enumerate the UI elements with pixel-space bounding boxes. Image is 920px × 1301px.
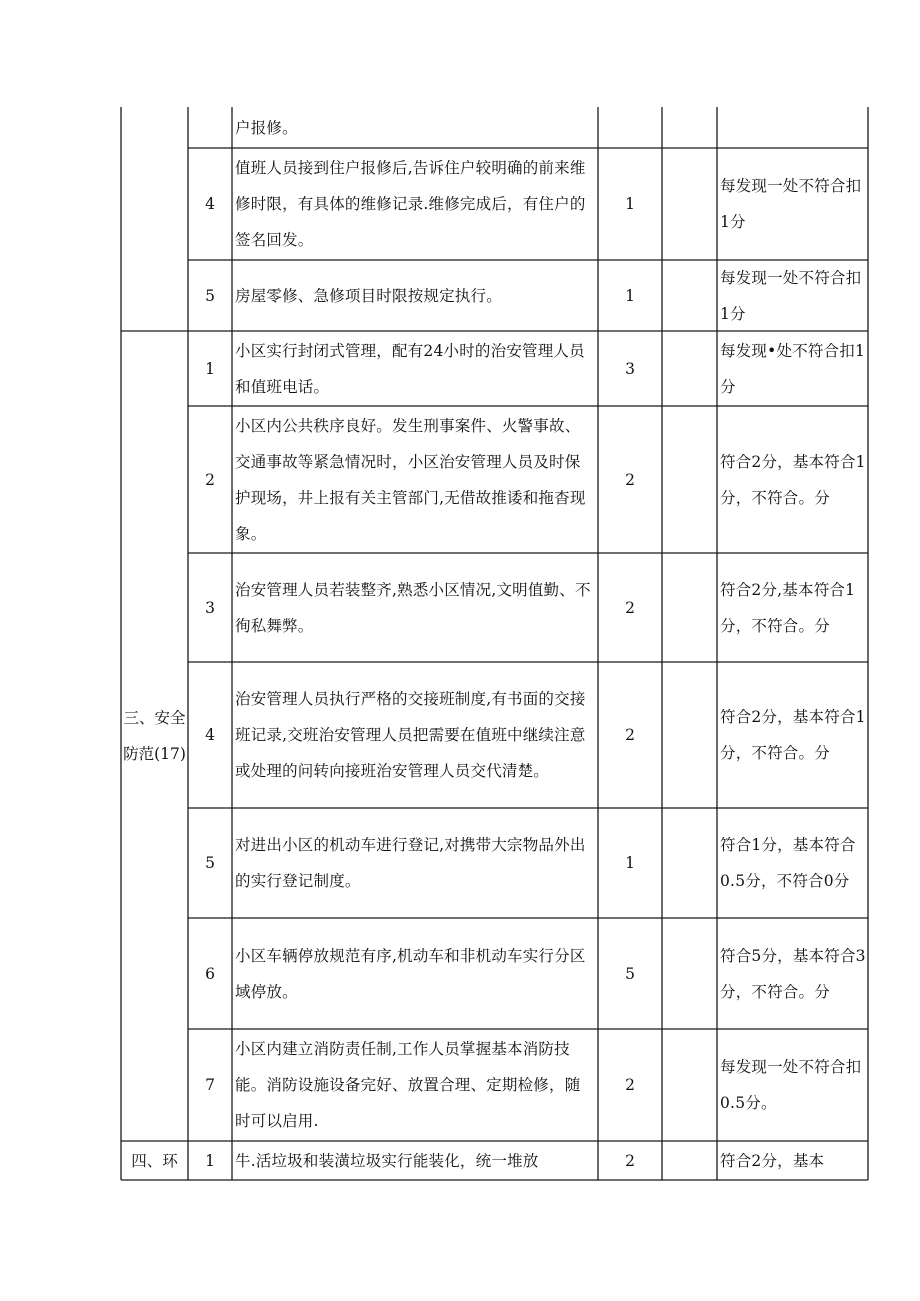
section-label-safety-text: 三、安全防范(17) — [123, 709, 186, 763]
table-row-7-criteria — [717, 808, 868, 918]
table-row-10-criteria-text: 符合2分，基本 — [720, 1151, 825, 1170]
table-row-4-content-text: 小区内公共秩序良好。发生刑事案件、火警事故、交通事故等紧急情况时，小区治安管理人员及时保护现场，井上报有关主管部门,无借故推诿和拖杳现象。 — [235, 416, 586, 543]
table-row-6-criteria-text: 符合2分，基本符合1分，不符合。分 — [720, 708, 866, 762]
table-row-1-content — [232, 148, 598, 260]
table-row-9-criteria — [717, 1029, 868, 1141]
table-row-7-score: 1 — [625, 854, 635, 872]
table-row-7-content — [232, 808, 598, 918]
table-row-6-criteria — [717, 662, 868, 808]
table-row-3-content — [232, 331, 598, 406]
table-row-9-criteria-text: 每发现一处不符合扣0.5分。 — [720, 1058, 862, 1112]
table-row-0-content — [232, 107, 598, 148]
table-row-8-content — [232, 918, 598, 1029]
table-row-6-content — [232, 662, 598, 808]
table-row-10-content-text: 牛.活垃圾和装潢垃圾实行能装化，统一堆放 — [235, 1151, 539, 1170]
table-row-6-score: 2 — [625, 726, 635, 744]
table-row-9-score: 2 — [625, 1076, 635, 1094]
table-row-10-score: 2 — [625, 1151, 635, 1170]
table-row-4-criteria — [717, 406, 868, 553]
table-row-0-content-text: 户报修。 — [235, 118, 298, 137]
table-row-7-content-text: 对进出小区的机动车进行登记,对携带大宗物品外出的实行登记制度。 — [235, 836, 586, 890]
table-row-5-content-text: 治安管理人员若装整齐,熟悉小区情况,文明值勤、不徇私舞弊。 — [235, 580, 591, 635]
table-row-1-score: 1 — [625, 195, 635, 213]
table-row-5-number: 3 — [205, 598, 215, 617]
table-row-1-number: 4 — [205, 195, 215, 213]
table-row-6-number: 4 — [205, 726, 215, 744]
table-row-10-number: 1 — [205, 1151, 215, 1170]
table-row-9-number: 7 — [205, 1076, 215, 1094]
table-row-9-content — [232, 1029, 598, 1141]
table-row-3-criteria — [717, 331, 868, 406]
table-row-6-content-text: 治安管理人员执行严格的交接班制度,有书面的交接班记录,交班治安管理人员把需要在值班中继续注意或处理的问转向接班治安管理人员交代清楚。 — [235, 690, 586, 780]
table-row-3-number: 1 — [205, 359, 215, 378]
table-row-7-number: 5 — [205, 854, 215, 872]
table-row-8-content-text: 小区车辆停放规范有序,机动车和非机动车实行分区域停放。 — [235, 946, 586, 1001]
section-label-environment: 四、环 — [131, 1151, 178, 1170]
table-row-2-content-text: 房屋零修、急修项目时限按规定执行。 — [235, 286, 502, 305]
table-row-3-criteria-text: 每发现•处不符合扣1分 — [720, 341, 866, 396]
table-row-8-criteria — [717, 918, 868, 1029]
table-row-10-content — [232, 1141, 598, 1180]
section-label-safety — [121, 331, 188, 1141]
table-row-8-score: 5 — [625, 964, 635, 983]
table-row-8-number: 6 — [205, 964, 215, 983]
table-row-4-criteria-text: 符合2分，基本符合1分，不符合。分 — [720, 452, 866, 507]
table-row-7-criteria-text: 符合1分，基本符合0.5分，不符合0分 — [720, 836, 856, 890]
table-row-1-content-text: 值班人员接到住户报修后,告诉住户较明确的前来维修时限，有具体的维修记录.维修完成后，有住户的签名回发。 — [235, 159, 586, 249]
table-row-4-score: 2 — [625, 470, 635, 489]
table-row-9-content-text: 小区内建立消防责任制,工作人员掌握基本消防技能。消防设施设备完好、放置合理、定期检修，随时可以启用. — [235, 1040, 581, 1130]
table-row-2-number: 5 — [205, 286, 215, 305]
table-row-5-content — [232, 553, 598, 662]
table-row-2-score: 1 — [625, 286, 635, 305]
table-row-5-criteria — [717, 553, 868, 662]
table-row-1-criteria-text: 每发现一处不符合扣1分 — [720, 177, 862, 231]
table-row-2-criteria — [717, 260, 868, 331]
table-row-2-content — [232, 260, 598, 331]
table-row-1-criteria — [717, 148, 868, 260]
table-row-4-number: 2 — [205, 470, 215, 489]
table-row-5-criteria-text: 符合2分,基本符合1分，不符合。分 — [720, 580, 856, 635]
table-row-8-criteria-text: 符合5分，基本符合3分，不符合。分 — [720, 946, 866, 1001]
table-row-10-criteria — [717, 1141, 868, 1180]
table-row-3-content-text: 小区实行封闭式管理，配有24小时的治安管理人员和值班电话。 — [235, 341, 585, 396]
table-row-2-criteria-text: 每发现一处不符合扣1分 — [720, 268, 862, 323]
table-row-5-score: 2 — [625, 598, 635, 617]
table-row-4-content — [232, 406, 598, 553]
table-row-3-score: 3 — [625, 359, 635, 378]
